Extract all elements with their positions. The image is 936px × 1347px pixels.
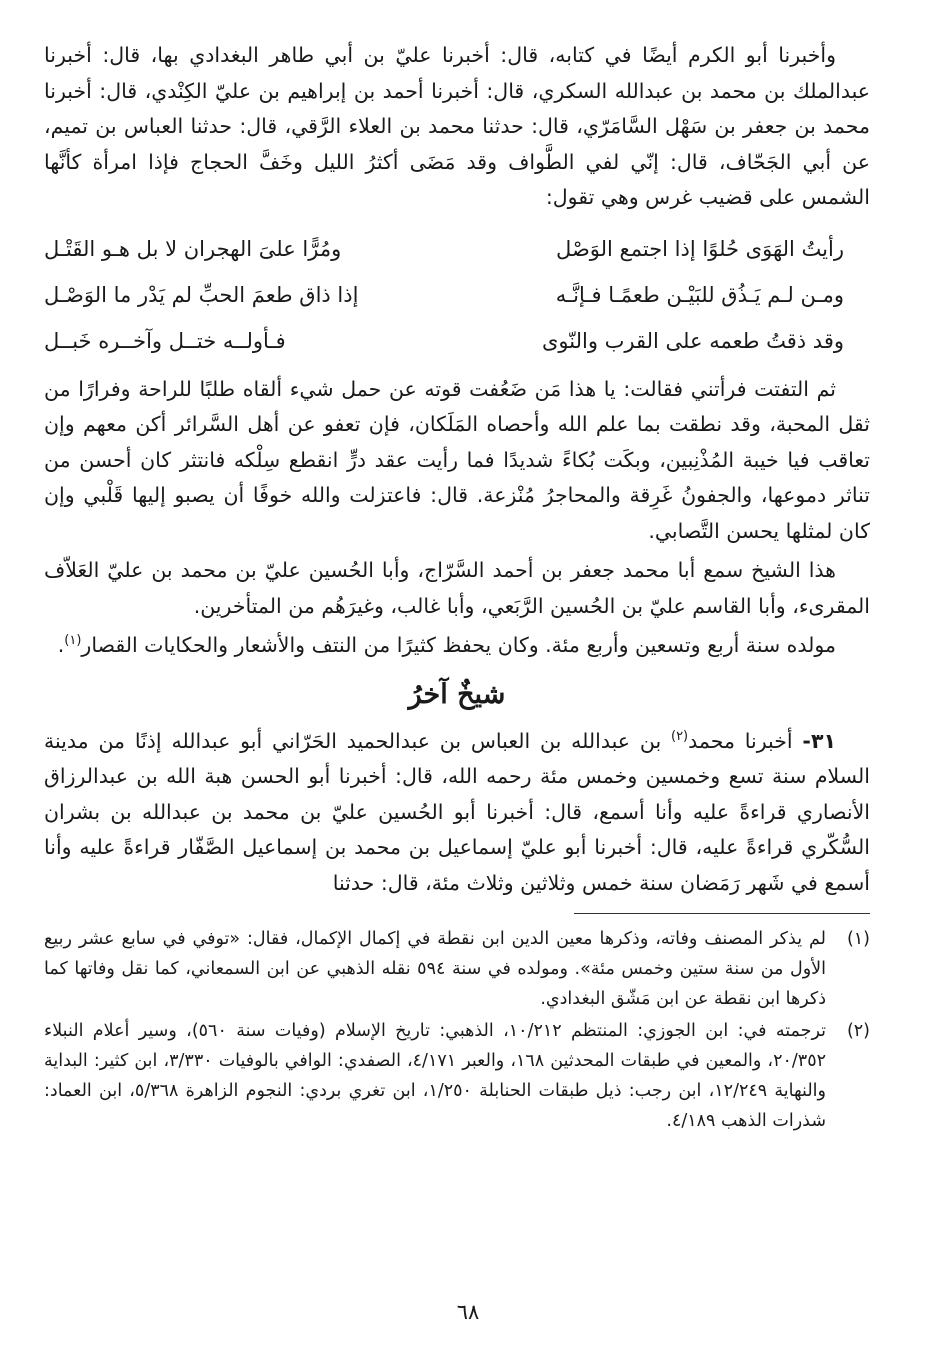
verse-second-hemistich: إذا ذاق طعمَ الحبِّ لم يَدْر ما الوَصْـل	[44, 282, 359, 307]
footnote-number: (١)	[846, 929, 870, 949]
footnote-1	[44, 924, 870, 1014]
verse-first-hemistich: وقد ذقتُ طعمه على القرب والنّوى	[541, 328, 844, 353]
page-number: ٦٨	[456, 1300, 480, 1324]
section-heading: شيخٌ آخرُ	[408, 678, 506, 710]
paragraph-3: هذا الشيخ سمع أبا محمد جعفر بن أحمد السَّرّاج، وأبا الحُسين عليّ بن محمد بن عليّ العَلاّف المقرىء، وأبا القاسم عليّ بن الحُسين الرَّبَعي، وأبا غالب، وغيرَهُم من المتأخرين.	[44, 558, 870, 618]
book-page	[44, 38, 870, 1138]
verse-line	[44, 272, 870, 318]
footnote-ref-1: (١)	[64, 633, 82, 649]
verse-first-hemistich: رأيتُ الهَوَى حُلوًا إذا اجتمع الوَصْل	[556, 236, 844, 261]
footnotes	[44, 924, 870, 1136]
poem-verses	[44, 226, 870, 364]
verse-first-hemistich: ومـن لـم يَـذُق للبَيْـن طعمًـا فـإنَّـه	[555, 282, 844, 307]
footnote-text: ترجمته في: ابن الجوزي: المنتظم ١٠/٢١٢، الذهبي: تاريخ الإسلام (وفيات سنة ٥٦٠)، وسير أعلام النبلاء ٢٠/٣٥٢، والمعين في طبقات المحدثين ١٦٨، والعبر ٤/١٧١، الصفدي: الوافي بالوفيات ٣/٣٣٠، ابن كثير: البداية والنهاية ١٢/٢٤٩، ابن رجب: ذيل طبقات الحنابلة ١/٢٥٠، ابن تغري بردي: النجوم الزاهرة ٥/٣٦٨، ابن العماد: شذرات الذهب ٤/١٨٩.	[44, 1021, 826, 1131]
footnote-ref-2: (٢)	[670, 728, 689, 744]
footnote-divider	[574, 913, 870, 914]
paragraph-4	[44, 628, 870, 664]
paragraph-4-end: .	[57, 633, 65, 657]
verse-line	[44, 318, 870, 364]
footnote-2	[44, 1016, 870, 1136]
verse-second-hemistich: فـأولــه ختــل وآخــره خَبــل	[44, 328, 286, 353]
verse-line	[44, 226, 870, 272]
paragraph-4-text: مولده سنة أربع وتسعين وأربع مئة. وكان يحفظ كثيرًا من النتف والأشعار والحكايات القصار	[81, 633, 836, 657]
entry-number: ٣١-	[802, 728, 836, 753]
entry-31	[44, 724, 870, 902]
paragraph-1: وأخبرنا أبو الكرم أيضًا في كتابه، قال: أخبرنا عليّ بن أبي طاهر البغدادي بها، قال: أخبرنا عبدالملك بن محمد بن عبدالله السكري، قال: أخبرنا أحمد بن إبراهيم بن عليّ الكِنْدي، قال: أخبرنا محمد بن جعفر بن سَهْل السَّامَرّي، قال: حدثنا محمد بن العلاء الرَّقي، قال: حدثنا العباس بن تميم، عن أبي الجَحّاف، قال: إنّي لفي الطَّواف وقد مَضَى أكثرُ الليل وخَفَّ الحجاج فإذا امرأة كأنَّها الشمس على قضيب غرس وهي تقول:	[44, 43, 870, 209]
entry-text-start: أخبرنا محمد	[688, 728, 793, 753]
entry-text: بن عبدالله بن العباس بن عبدالحميد الحَرّاني أبو عبدالله إذنًا من مدينة السلام سنة تسع وخمسين وخمس مئة رحمه الله، قال: أخبرنا أبو الحسن هبة الله بن عبدالرزاق الأنصاري قراءةً عليه وأنا أسمع، قال: أخبرنا أبو الحُسين عليّ بن محمد بن عبدالله بن بشران السُّكّري قراءةً عليه، قال: أخبرنا أبو عليّ إسماعيل بن محمد بن إسماعيل الصَّفّار قراءةً عليه وأنا أسمع في شَهر رَمَضان سنة خمس وثلاثين وثلاث مئة، قال: حدثنا	[44, 728, 870, 895]
paragraph-2: ثم التفتت فرأتني فقالت: يا هذا مَن ضَعُفت قوته عن حمل شيء ألقاه طلبًا للراحة وفرارًا من ثقل المحبة، وقد نطقت بما علم الله وأحصاه المَلَكان، فإن تعفو عن أهل السَّرائر أكن معهم وإن تعاقب فيا خيبة المُذْنِبين، وبكَت بُكاءً شديدًا فما رأيت عقد درٍّ انقطع سِلْكه فانتثر كان أحسن من تناثر دموعها، والجفونُ غَرِقة والمحاجرُ مُنْزعة. قال: فاعتزلت والله خوفًا أن يصبو إليها قَلْبي وإن كان لمثلها يحسن التَّصابي.	[44, 376, 870, 543]
footnote-number: (٢)	[846, 1021, 870, 1041]
footnote-text: لم يذكر المصنف وفاته، وذكرها معين الدين ابن نقطة في إكمال الإكمال، فقال: «توفي في سابع عشر ربيع الأول من سنة ستين وخمس مئة». ومولده في سنة ٥٩٤ نقله الذهبي عن ابن السمعاني، كما نقل وفاتها كما ذكرها ابن نقطة عن ابن مَشّق البغدادي.	[44, 929, 826, 1009]
verse-second-hemistich: ومُرًّا علىَ الهجران لا بل هـو القَتْـل	[44, 236, 342, 261]
